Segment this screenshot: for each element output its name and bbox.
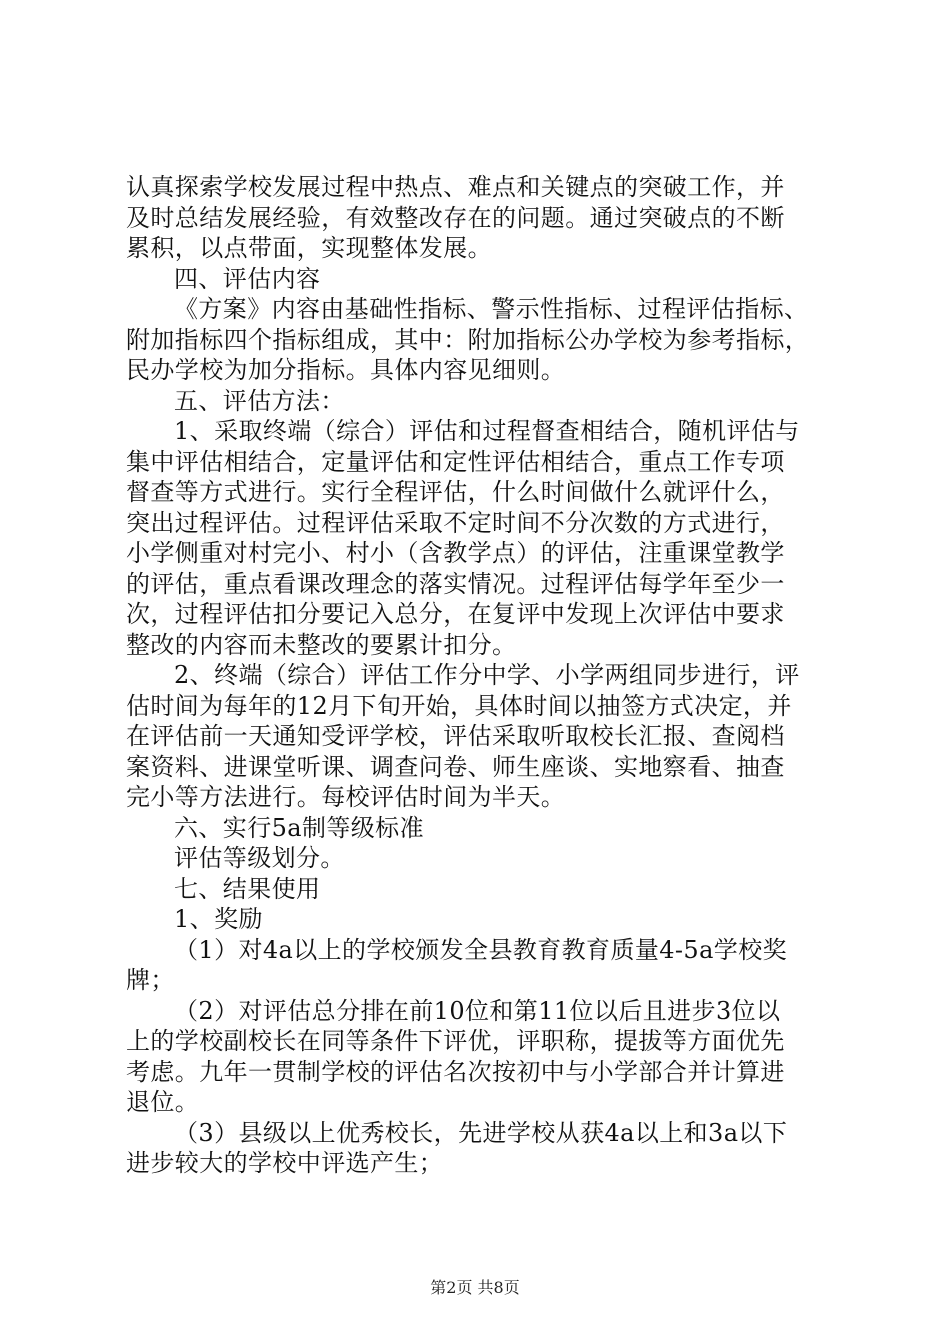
body-line: 五、评估方法：: [174, 386, 345, 415]
body-line: 牌；: [126, 966, 175, 994]
body-line: 《方案》内容由基础性指标、警示性指标、过程评估指标、: [174, 295, 809, 323]
body-line: 上的学校副校长在同等条件下评优，评职称，提拔等方面优先: [126, 1027, 785, 1055]
body-line: 考虑。九年一贯制学校的评估名次按初中与小学部合并计算进: [126, 1057, 785, 1086]
body-line: 六、实行5a制等级标准: [174, 813, 424, 842]
body-line: 进步较大的学校中评选产生；: [126, 1149, 444, 1177]
body-line: （2）对评估总分排在前10位和第11位以后且进步3位以: [174, 996, 781, 1025]
body-line: 及时总结发展经验，有效整改存在的问题。通过突破点的不断: [126, 203, 785, 232]
body-line: 在评估前一天通知受评学校，评估采取听取校长汇报、查阅档: [126, 722, 785, 750]
body-line: 的评估，重点看课改理念的落实情况。过程评估每学年至少一: [126, 569, 785, 598]
body-line: 四、评估内容: [174, 264, 321, 293]
body-line: 附加指标四个指标组成，其中：附加指标公办学校为参考指标，: [126, 325, 810, 354]
body-line: 1、奖励: [174, 905, 263, 933]
document-body: [126, 172, 836, 1179]
body-line: 2、终端（综合）评估工作分中学、小学两组同步进行，评: [174, 661, 800, 689]
body-line: 督查等方式进行。实行全程评估，什么时间做什么就评什么，: [126, 478, 785, 506]
body-line: 小学侧重对村完小、村小（含教学点）的评估，注重课堂教学: [126, 539, 785, 567]
body-line: 民办学校为加分指标。具体内容见细则。: [126, 356, 566, 384]
page-footer: 第2页 共8页: [430, 1278, 520, 1297]
body-line: 认真探索学校发展过程中热点、难点和关键点的突破工作，并: [126, 173, 785, 201]
body-line: 退位。: [126, 1088, 200, 1116]
body-line: 突出过程评估。过程评估采取不定时间不分次数的方式进行，: [126, 508, 785, 537]
body-line: 整改的内容而未整改的要累计扣分。: [126, 630, 517, 659]
body-line: 估时间为每年的12月下旬开始，具体时间以抽签方式决定，并: [126, 691, 792, 720]
body-line: 累积，以点带面，实现整体发展。: [126, 234, 492, 262]
body-line: 次，过程评估扣分要记入总分，在复评中发现上次评估中要求: [126, 600, 785, 628]
body-line: （1）对4a以上的学校颁发全县教育教育质量4-5a学校奖: [174, 935, 788, 964]
body-line: （3）县级以上优秀校长，先进学校从获4a以上和3a以下: [174, 1118, 788, 1147]
body-line: 1、采取终端（综合）评估和过程督查相结合，随机评估与: [174, 417, 800, 445]
body-line: 案资料、进课堂听课、调查问卷、师生座谈、实地察看、抽查: [126, 752, 785, 781]
body-line: 完小等方法进行。每校评估时间为半天。: [126, 783, 566, 811]
body-line: 评估等级划分。: [174, 844, 345, 872]
body-line: 集中评估相结合，定量评估和定性评估相结合，重点工作专项: [126, 447, 785, 476]
body-line: 七、结果使用: [174, 874, 321, 903]
